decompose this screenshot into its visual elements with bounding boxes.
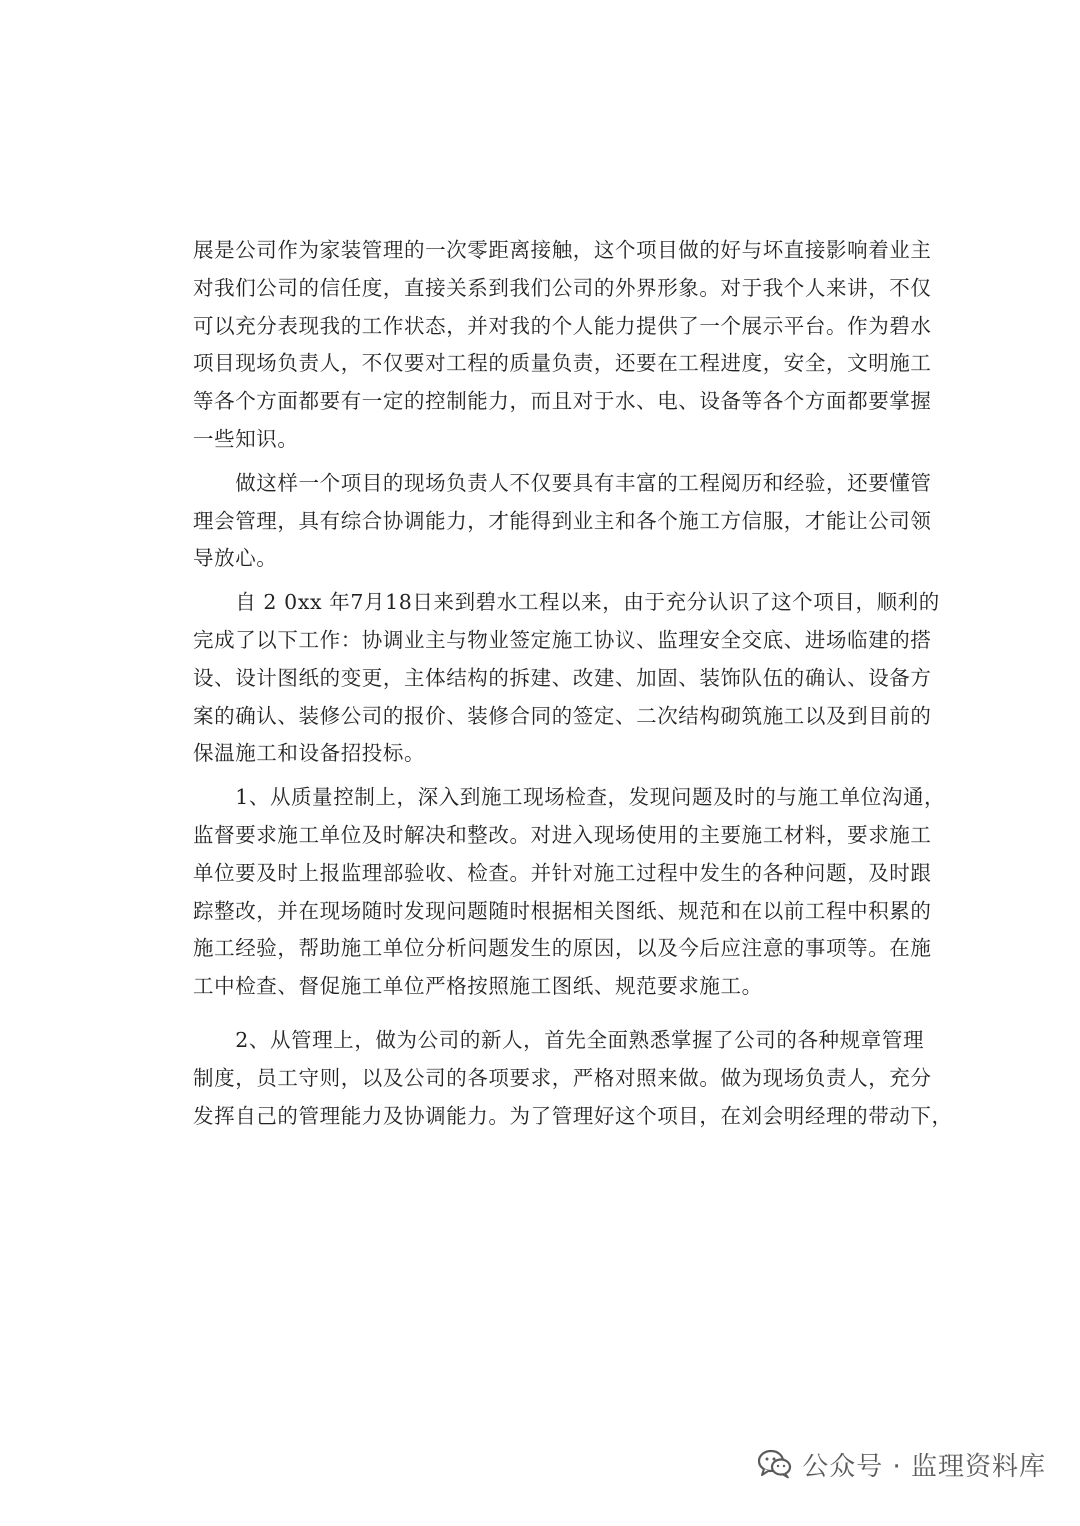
text-line: 理会管理，具有综合协调能力，才能得到业主和各个施工方信服，才能让公司领	[193, 508, 932, 533]
paragraph	[193, 232, 932, 459]
text-line: 项目现场负责人，不仅要对工程的质量负责，还要在工程进度，安全，文明施工	[193, 351, 932, 376]
text-line: 2、从管理上，做为公司的新人，首先全面熟悉掌握了公司的各种规章管理	[193, 1027, 925, 1052]
text-line: 踪整改，并在现场随时发现问题随时根据相关图纸、规范和在以前工程中积累的	[193, 898, 932, 923]
text-line: 工中检查、督促施工单位严格按照施工图纸、规范要求施工。	[193, 974, 763, 999]
paragraph	[193, 465, 932, 578]
document-body	[193, 232, 953, 1135]
text-line: 施工经验，帮助施工单位分析问题发生的原因，以及今后应注意的事项等。在施	[193, 936, 932, 961]
text-line: 可以充分表现我的工作状态，并对我的个人能力提供了一个展示平台。作为碧水	[193, 313, 932, 338]
text-line: 案的确认、装修公司的报价、装修合同的签定、二次结构砌筑施工以及到目前的	[193, 703, 932, 728]
text-line: 设、设计图纸的变更，主体结构的拆建、改建、加固、装饰队伍的确认、设备方	[193, 665, 932, 690]
text-line: 等各个方面都要有一定的控制能力，而且对于水、电、设备等各个方面都要掌握	[193, 389, 932, 414]
text-line: 监督要求施工单位及时解决和整改。对进入现场使用的主要施工材料，要求施工	[193, 822, 932, 847]
text-line: 一些知识。	[193, 426, 299, 451]
text-line: 保温施工和设备招投标。	[193, 741, 426, 766]
text-line: 1、从质量控制上，深入到施工现场检查，发现问题及时的与施工单位沟通，	[193, 785, 946, 810]
text-line: 自 2 0xx 年7月18日来到碧水工程以来，由于充分认识了这个项目，顺利的	[193, 590, 940, 615]
text-line: 发挥自己的管理能力及协调能力。为了管理好这个项目，在刘会明经理的带动下，	[193, 1103, 953, 1128]
text-line: 制度，员工守则，以及公司的各项要求，严格对照来做。做为现场负责人，充分	[193, 1065, 932, 1090]
text-line: 完成了以下工作：协调业主与物业签定施工协议、监理安全交底、进场临建的搭	[193, 627, 932, 652]
paragraph	[193, 1022, 953, 1135]
text-line: 展是公司作为家装管理的一次零距离接触，这个项目做的好与坏直接影响着业主	[193, 238, 932, 262]
watermark-text: 公众号 · 监理资料库	[802, 1451, 1046, 1482]
text-line: 导放心。	[193, 546, 278, 571]
paragraph	[193, 779, 946, 1006]
text-line: 单位要及时上报监理部验收、检查。并针对施工过程中发生的各种问题，及时跟	[193, 860, 932, 885]
paragraph	[193, 584, 940, 773]
text-line: 做这样一个项目的现场负责人不仅要具有丰富的工程阅历和经验，还要懂管	[193, 470, 932, 495]
watermark	[758, 1444, 1046, 1484]
text-line: 对我们公司的信任度，直接关系到我们公司的外界形象。对于我个人来讲，不仅	[193, 275, 932, 300]
wechat-icon	[758, 1449, 792, 1479]
